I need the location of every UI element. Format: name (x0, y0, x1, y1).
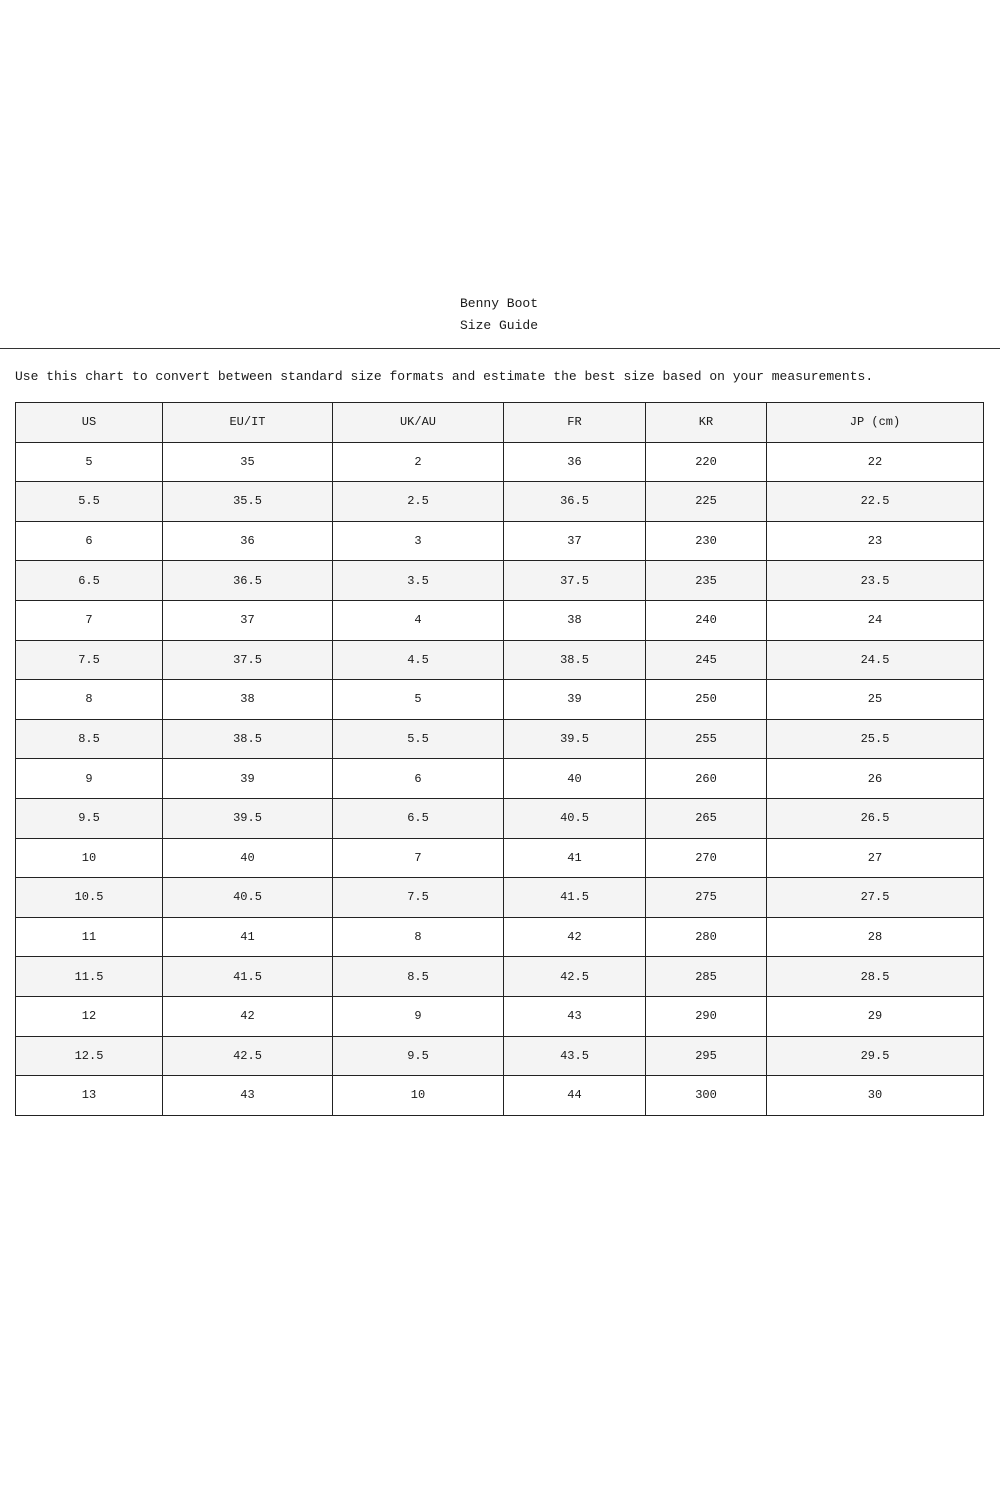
table-cell-uk-au: 5 (333, 680, 504, 720)
table-cell-jp: 28 (767, 917, 984, 957)
title-block (0, 293, 998, 337)
table-cell-jp: 27 (767, 838, 984, 878)
table-cell-kr: 230 (646, 521, 767, 561)
table-cell-jp: 25 (767, 680, 984, 720)
table-cell-jp: 22.5 (767, 482, 984, 522)
table-cell-uk-au: 8.5 (333, 957, 504, 997)
table-cell-kr: 295 (646, 1036, 767, 1076)
table-cell-eu-it: 39 (163, 759, 333, 799)
table-cell-uk-au: 3.5 (333, 561, 504, 601)
table-cell-eu-it: 41.5 (163, 957, 333, 997)
page-subtitle: Size Guide (459, 318, 538, 333)
table-cell-fr: 40 (504, 759, 646, 799)
table-cell-uk-au: 9 (333, 996, 504, 1036)
table-cell-kr: 220 (646, 442, 767, 482)
column-header-kr: KR (646, 403, 767, 443)
page-title: Benny Boot (459, 296, 538, 311)
table-cell-jp: 24 (767, 600, 984, 640)
column-header-fr: FR (504, 403, 646, 443)
table-cell-us: 12 (16, 996, 163, 1036)
table-cell-kr: 300 (646, 1076, 767, 1116)
table-cell-uk-au: 5.5 (333, 719, 504, 759)
table-cell-kr: 240 (646, 600, 767, 640)
table-cell-us: 10 (16, 838, 163, 878)
table-row (16, 917, 984, 957)
table-cell-eu-it: 39.5 (163, 798, 333, 838)
table-cell-uk-au: 7 (333, 838, 504, 878)
table-row (16, 561, 984, 601)
table-cell-eu-it: 38.5 (163, 719, 333, 759)
table-cell-uk-au: 6.5 (333, 798, 504, 838)
table-cell-fr: 38.5 (504, 640, 646, 680)
table-cell-eu-it: 41 (163, 917, 333, 957)
table-cell-fr: 41 (504, 838, 646, 878)
table-row (16, 957, 984, 997)
table-cell-kr: 265 (646, 798, 767, 838)
table-cell-eu-it: 40 (163, 838, 333, 878)
intro-text: Use this chart to convert between standard size formats and estimate the best size based on your measurements. (15, 369, 874, 384)
table-cell-kr: 260 (646, 759, 767, 799)
table-row (16, 719, 984, 759)
column-header-us: US (16, 403, 163, 443)
table-cell-fr: 39 (504, 680, 646, 720)
table-cell-eu-it: 37 (163, 600, 333, 640)
table-cell-uk-au: 9.5 (333, 1036, 504, 1076)
table-row (16, 996, 984, 1036)
table-row (16, 442, 984, 482)
table-cell-jp: 29 (767, 996, 984, 1036)
table-row (16, 521, 984, 561)
table-cell-uk-au: 7.5 (333, 878, 504, 918)
table-cell-us: 6 (16, 521, 163, 561)
table-cell-uk-au: 8 (333, 917, 504, 957)
table-row (16, 838, 984, 878)
table-cell-kr: 225 (646, 482, 767, 522)
table-cell-jp: 28.5 (767, 957, 984, 997)
table-cell-jp: 30 (767, 1076, 984, 1116)
table-cell-us: 7 (16, 600, 163, 640)
table-cell-eu-it: 42 (163, 996, 333, 1036)
table-cell-fr: 36 (504, 442, 646, 482)
table-cell-uk-au: 6 (333, 759, 504, 799)
table-cell-kr: 250 (646, 680, 767, 720)
table-cell-us: 9.5 (16, 798, 163, 838)
table-cell-uk-au: 2 (333, 442, 504, 482)
table-cell-kr: 255 (646, 719, 767, 759)
table-cell-eu-it: 35 (163, 442, 333, 482)
table-row (16, 798, 984, 838)
table-row (16, 1036, 984, 1076)
table-cell-uk-au: 4 (333, 600, 504, 640)
table-cell-us: 13 (16, 1076, 163, 1116)
table-cell-kr: 245 (646, 640, 767, 680)
table-row (16, 600, 984, 640)
table-cell-eu-it: 35.5 (163, 482, 333, 522)
table-cell-jp: 27.5 (767, 878, 984, 918)
table-cell-fr: 37.5 (504, 561, 646, 601)
table-row (16, 1076, 984, 1116)
table-cell-kr: 290 (646, 996, 767, 1036)
table-cell-us: 10.5 (16, 878, 163, 918)
table-cell-jp: 26 (767, 759, 984, 799)
table-cell-fr: 37 (504, 521, 646, 561)
column-header-jp: JP (cm) (767, 403, 984, 443)
table-cell-kr: 275 (646, 878, 767, 918)
divider (0, 348, 1000, 349)
table-cell-fr: 36.5 (504, 482, 646, 522)
table-cell-fr: 38 (504, 600, 646, 640)
table-cell-kr: 285 (646, 957, 767, 997)
table-cell-uk-au: 3 (333, 521, 504, 561)
table-cell-eu-it: 42.5 (163, 1036, 333, 1076)
table-cell-fr: 41.5 (504, 878, 646, 918)
table-cell-us: 7.5 (16, 640, 163, 680)
table-cell-jp: 23.5 (767, 561, 984, 601)
table-cell-eu-it: 36 (163, 521, 333, 561)
table-cell-us: 12.5 (16, 1036, 163, 1076)
table-cell-fr: 40.5 (504, 798, 646, 838)
table-cell-kr: 235 (646, 561, 767, 601)
table-cell-eu-it: 36.5 (163, 561, 333, 601)
table-row (16, 680, 984, 720)
table-cell-fr: 43.5 (504, 1036, 646, 1076)
table-cell-us: 6.5 (16, 561, 163, 601)
table-cell-uk-au: 4.5 (333, 640, 504, 680)
table-cell-us: 5 (16, 442, 163, 482)
table-cell-jp: 23 (767, 521, 984, 561)
table-row (16, 878, 984, 918)
table-cell-eu-it: 40.5 (163, 878, 333, 918)
table-row (16, 759, 984, 799)
size-chart-table (15, 402, 984, 1116)
table-row (16, 482, 984, 522)
table-cell-jp: 29.5 (767, 1036, 984, 1076)
table-body (16, 442, 984, 1115)
table-cell-us: 11 (16, 917, 163, 957)
table-cell-us: 9 (16, 759, 163, 799)
table-cell-jp: 25.5 (767, 719, 984, 759)
table-cell-jp: 24.5 (767, 640, 984, 680)
table-cell-fr: 42.5 (504, 957, 646, 997)
table-cell-kr: 280 (646, 917, 767, 957)
column-header-uk-au: UK/AU (333, 403, 504, 443)
table-cell-us: 11.5 (16, 957, 163, 997)
table-cell-uk-au: 2.5 (333, 482, 504, 522)
table-cell-jp: 22 (767, 442, 984, 482)
column-header-eu-it: EU/IT (163, 403, 333, 443)
table-cell-fr: 43 (504, 996, 646, 1036)
table-header-row (16, 403, 984, 443)
table-cell-eu-it: 37.5 (163, 640, 333, 680)
table-cell-fr: 39.5 (504, 719, 646, 759)
table-cell-fr: 44 (504, 1076, 646, 1116)
table-cell-jp: 26.5 (767, 798, 984, 838)
table-cell-uk-au: 10 (333, 1076, 504, 1116)
table-row (16, 640, 984, 680)
table-cell-kr: 270 (646, 838, 767, 878)
table-cell-fr: 42 (504, 917, 646, 957)
table-cell-us: 8.5 (16, 719, 163, 759)
table-cell-us: 8 (16, 680, 163, 720)
table-cell-us: 5.5 (16, 482, 163, 522)
table-cell-eu-it: 43 (163, 1076, 333, 1116)
table-cell-eu-it: 38 (163, 680, 333, 720)
